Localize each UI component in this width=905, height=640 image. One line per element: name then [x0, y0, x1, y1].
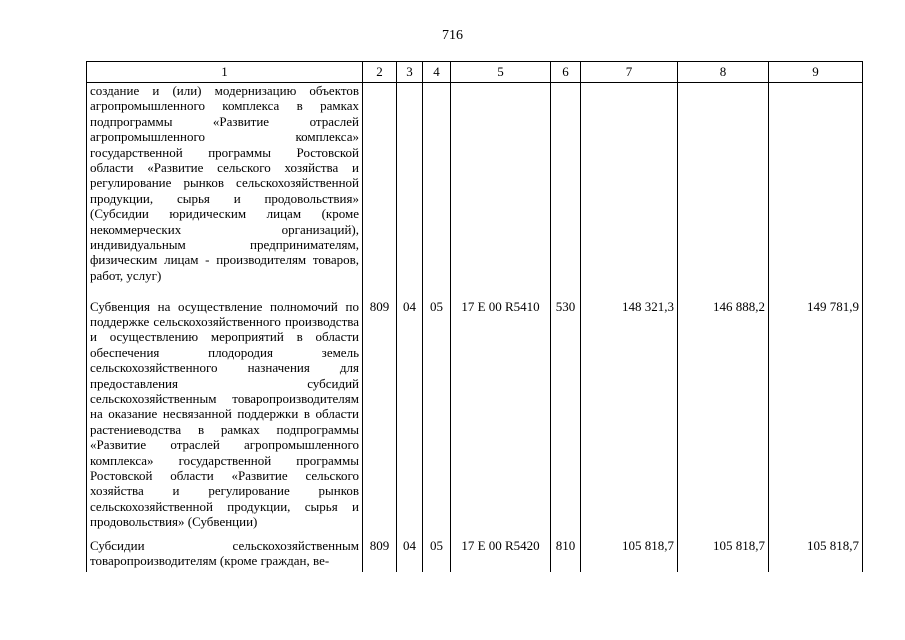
page-number: 716	[442, 28, 463, 43]
table-header	[87, 62, 863, 83]
cell-amount-1	[581, 83, 678, 295]
column-header: 3	[397, 62, 423, 83]
cell-section: 04	[397, 534, 423, 573]
cell-target-article: 17 Е 00 R5410	[451, 295, 551, 534]
cell-ministry-code: 809	[363, 534, 397, 573]
cell-amount-1: 105 818,7	[581, 534, 678, 573]
column-header: 5	[451, 62, 551, 83]
cell-amount-3: 149 781,9	[769, 295, 863, 534]
cell-subsection: 05	[423, 534, 451, 573]
cell-expense-type	[551, 83, 581, 295]
table-row	[87, 83, 863, 295]
row-description: Субсидии сельскохозяйственным товаропроизводителям (кроме граждан, ве-	[87, 534, 363, 573]
column-header: 4	[423, 62, 451, 83]
column-header: 7	[581, 62, 678, 83]
cell-amount-2: 146 888,2	[678, 295, 769, 534]
column-header: 9	[769, 62, 863, 83]
cell-expense-type: 530	[551, 295, 581, 534]
budget-table	[86, 61, 863, 572]
cell-amount-3: 105 818,7	[769, 534, 863, 573]
cell-target-article	[451, 83, 551, 295]
cell-ministry-code	[363, 83, 397, 295]
column-header: 1	[87, 62, 363, 83]
column-header: 8	[678, 62, 769, 83]
cell-amount-1: 148 321,3	[581, 295, 678, 534]
cell-target-article: 17 Е 00 R5420	[451, 534, 551, 573]
column-header: 2	[363, 62, 397, 83]
row-description: создание и (или) модернизацию объектов агропромышленного комплекса в рамках подпрограммы «Развитие отраслей агропромышленного комплекса» государственной программы Ростовской области «Развитие сельского хозяйства и регулирование рынков сельскохозяйственной продукции, сырья и продовольствия» (Субсидии юридическим лицам (кроме некоммерческих организаций), индивидуальным предпринимателям, физическим лицам - производителям товаров, работ, услуг)	[87, 83, 363, 295]
cell-section: 04	[397, 295, 423, 534]
cell-ministry-code: 809	[363, 295, 397, 534]
table-row	[87, 295, 863, 534]
cell-expense-type: 810	[551, 534, 581, 573]
row-description: Субвенция на осуществление полномочий по поддержке сельскохозяйственного производства и осуществлению мероприятий в области обеспечения плодородия земель сельскохозяйственного назначения для предоставления субсидий сельскохозяйственным товаропроизводителям на оказание несвязанной поддержки в области растениеводства в рамках подпрограммы «Развитие отраслей агропромышленного комплекса» государственной программы Ростовской области «Развитие сельского хозяйства и регулирование рынков сельскохозяйственной продукции, сырья и продовольствия» (Субвенции)	[87, 295, 363, 534]
cell-amount-2: 105 818,7	[678, 534, 769, 573]
table-row	[87, 534, 863, 573]
cell-section	[397, 83, 423, 295]
cell-subsection	[423, 83, 451, 295]
cell-subsection: 05	[423, 295, 451, 534]
column-header: 6	[551, 62, 581, 83]
cell-amount-3	[769, 83, 863, 295]
cell-amount-2	[678, 83, 769, 295]
